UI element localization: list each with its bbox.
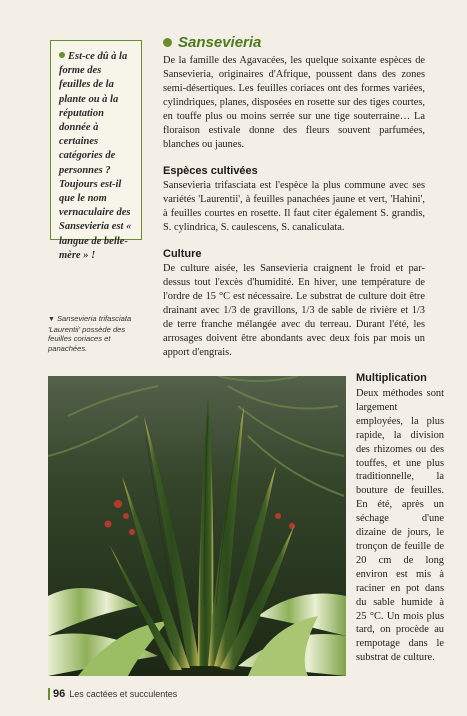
species-heading: Espèces cultivées bbox=[163, 165, 258, 177]
footer-marker bbox=[48, 688, 50, 700]
multiplication-paragraph: Deux méthodes sont largement employées, la plus rapide, la division des rhizomes ou des touffes, et une plus traditionnelle, la bouture de feuilles. En été, après un séchage d'une dizaine de jours, le tronçon de feuille de 20 cm de long environ est mis à raciner en pot dans du sable humide à 25 °C. Un mois plus tard, on procède au rempotage dans le substrat de culture. bbox=[356, 388, 444, 664]
sidebar-question bbox=[59, 50, 135, 263]
page-footer bbox=[48, 688, 177, 700]
sansevieria-photo bbox=[48, 376, 346, 676]
culture-paragraph: De culture aisée, les Sansevieria craignent le froid et par-dessus tout l'excès d'humidité. En hiver, une température de l'ordre de 15 °C est nécessaire. Le substrat de culture doit être drainant avec 1/3 de gravillons, 1/3 de sable de rivière et 1/3 de terre franche mélangée avec du terreau. Durant l'été, les arrosages doivent être abondants avec deux fois par mois un apport d'engrais. bbox=[163, 263, 425, 358]
sidebar-question-box bbox=[50, 40, 142, 261]
bullet-icon bbox=[59, 52, 65, 58]
triangle-down-icon: ▼ bbox=[48, 316, 55, 323]
title-bullet-icon bbox=[163, 38, 172, 47]
article-title-row bbox=[163, 34, 261, 51]
species-paragraph: Sansevieria trifasciata est l'espèce la plus commune avec ses variétés 'Laurentii', à feuilles panachées jaune et vert, 'Hahini', à feuilles courtes en rosette. Il faut citer également S. grandis, S. cylindrica, S. caulescens, S. canaliculata. bbox=[163, 180, 425, 233]
multiplication-heading: Multiplication bbox=[356, 372, 427, 384]
caption-text: Sansevieria trifasciata 'Laurentii' possède des feuilles coriaces et panachées. bbox=[48, 314, 132, 353]
page-number: 96 bbox=[53, 688, 66, 700]
article-title: Sansevieria bbox=[178, 34, 262, 51]
plant-illustration bbox=[48, 376, 346, 676]
intro-paragraph: De la famille des Agavacées, les quelque soixante espèces de Sansevieria, originaires d'Afrique, poussent dans des zones semi-désertiques. Les feuilles coriaces ont des formes variées, cylindriques, planes, disposées en rosette sur des tiges courtes, en touffe plus ou moins serrée sur une tige souterraine… La floraison estivale donne des fleurs souvent parfumées, blanches ou jaunes. bbox=[163, 55, 425, 150]
sidebar-question-text: Est-ce dû à la forme des feuilles de la plante ou à la réputation donnée à certaines catégories de personnes ? Toujours est-il que le nom vernaculaire des Sansevieria est « langue de belle-mère » ! bbox=[59, 51, 132, 261]
book-title: Les cactées et succulentes bbox=[69, 689, 178, 699]
culture-heading: Culture bbox=[163, 248, 202, 260]
photo-caption bbox=[48, 314, 140, 353]
